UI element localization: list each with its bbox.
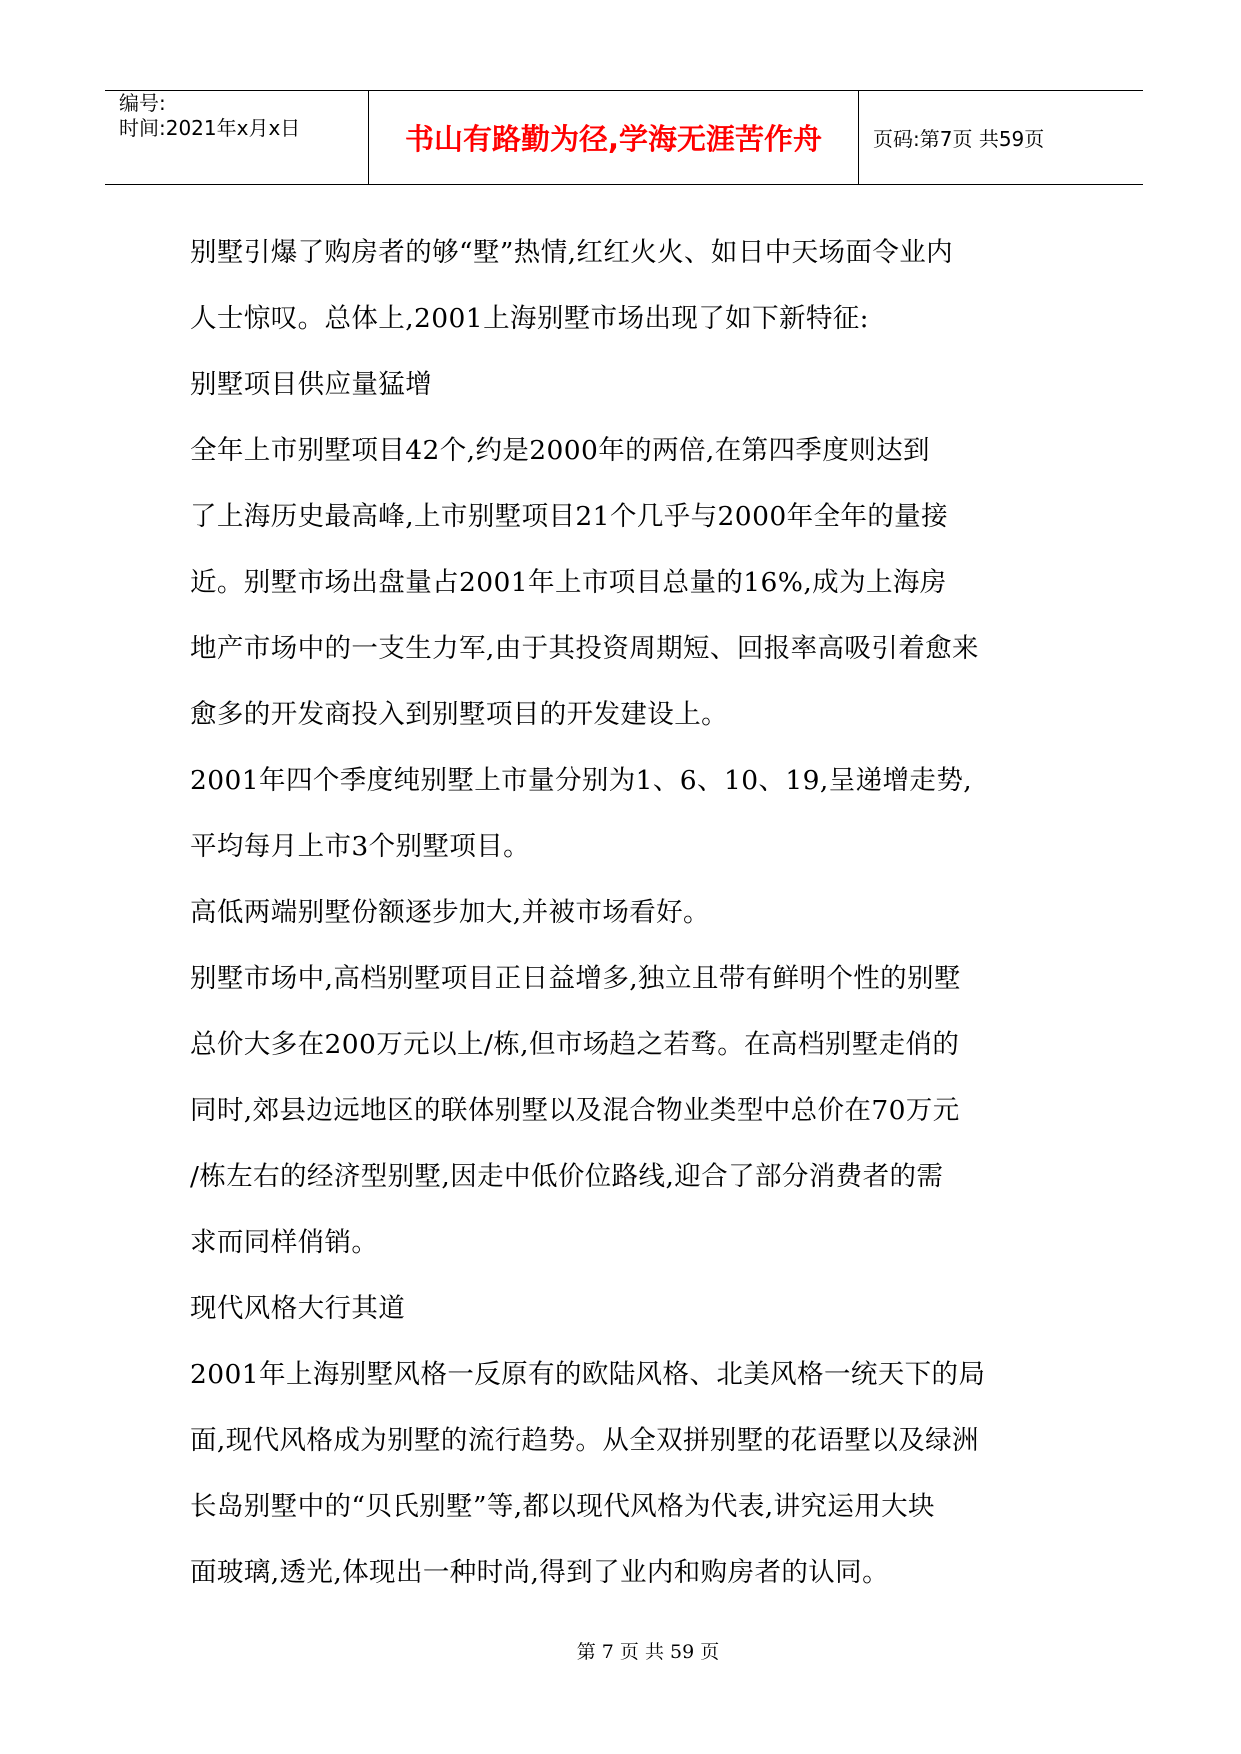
- document-body: [190, 220, 1070, 1606]
- page-header: [105, 90, 1143, 185]
- body-line: 求而同样俏销。: [190, 1227, 379, 1258]
- body-line: 面,现代风格成为别墅的流行趋势。从全双拼别墅的花语墅以及绿洲: [190, 1425, 979, 1456]
- section-heading: 别墅项目供应量猛增: [190, 369, 433, 400]
- body-line: 了上海历史最高峰,上市别墅项目21个几乎与2000年全年的量接: [190, 501, 948, 532]
- section-heading: 现代风格大行其道: [190, 1293, 406, 1324]
- document-number-label: 编号:: [119, 91, 166, 115]
- body-line: 人士惊叹。总体上,2001上海别墅市场出现了如下新特征:: [190, 303, 869, 334]
- body-line: 别墅引爆了购房者的够“墅”热情,红红火火、如日中天场面令业内: [190, 237, 954, 268]
- section-heading: 高低两端别墅份额逐步加大,并被市场看好。: [190, 897, 710, 928]
- header-meta: [105, 91, 369, 184]
- body-line: 近。别墅市场出盘量占2001年上市项目总量的16%,成为上海房: [190, 567, 947, 598]
- body-line: 平均每月上市3个别墅项目。: [190, 831, 531, 862]
- header-page-info: 页码:第7页 共59页: [873, 127, 1045, 151]
- header-motto: 书山有路勤为径,学海无涯苦作舟: [369, 91, 859, 184]
- body-line: 地产市场中的一支生力军,由于其投资周期短、回报率高吸引着愈来: [190, 633, 979, 664]
- body-line: /栋左右的经济型别墅,因走中低价位路线,迎合了部分消费者的需: [190, 1161, 944, 1192]
- body-line: 面玻璃,透光,体现出一种时尚,得到了业内和购房者的认同。: [190, 1557, 889, 1588]
- body-line: 2001年四个季度纯别墅上市量分别为1、6、10、19,呈递增走势,: [190, 765, 973, 796]
- body-line: 长岛别墅中的“贝氏别墅”等,都以现代风格为代表,讲究运用大块: [190, 1491, 935, 1522]
- body-line: 2001年上海别墅风格一反原有的欧陆风格、北美风格一统天下的局: [190, 1359, 986, 1390]
- document-time-label: 时间:2021年x月x日: [119, 116, 301, 140]
- body-line: 同时,郊县边远地区的联体别墅以及混合物业类型中总价在70万元: [190, 1095, 960, 1126]
- page-footer: 第 7 页 共 59 页: [576, 1641, 720, 1663]
- body-line: 总价大多在200万元以上/栋,但市场趋之若骛。在高档别墅走俏的: [190, 1029, 960, 1060]
- body-line: 全年上市别墅项目42个,约是2000年的两倍,在第四季度则达到: [190, 435, 930, 466]
- body-line: 愈多的开发商投入到别墅项目的开发建设上。: [190, 699, 728, 730]
- body-line: 别墅市场中,高档别墅项目正日益增多,独立且带有鲜明个性的别墅: [190, 963, 961, 994]
